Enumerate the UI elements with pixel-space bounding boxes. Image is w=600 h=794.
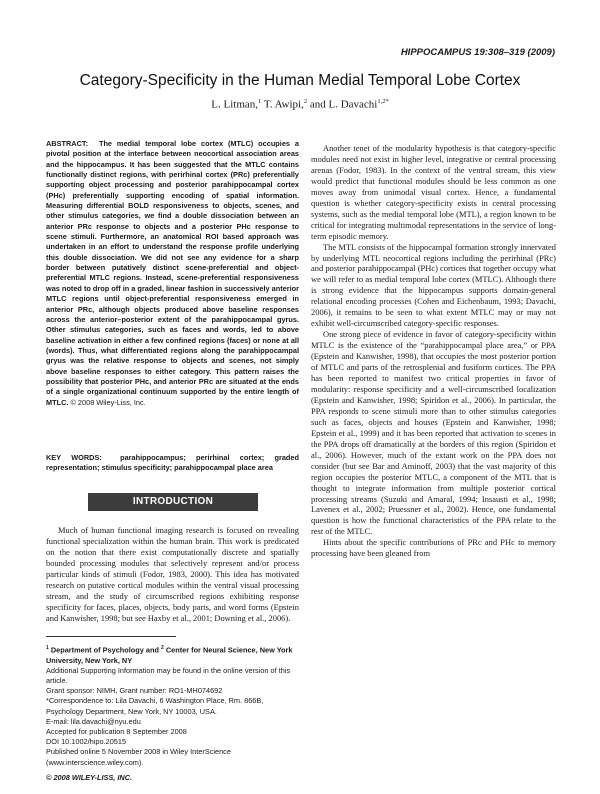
footnote-supporting-info: Additional Supporting Information may be found in the online version of this article. xyxy=(46,665,291,686)
affiliation-text: Department of Psychology and xyxy=(48,645,161,655)
body-paragraph: The MTL consists of the hippocampal formation strongly innervated by underlying MTL neocortical regions including the perirhinal (PRc) and posterior parahippocampal (PHc) cortices that together occupy what we will refer to as medial temporal lobe cortex (MTLC). Although there is strong evidence that the hippocampus supports domain-general relational encoding processes (Cohen and Eichenbaum, 1993; Davachi, 2006), it remains to be seen to what extent MTLC may or may not exhibit well-circumscribed category-specific responses. xyxy=(311,241,556,329)
body-paragraph: One strong piece of evidence in favor of category-specificity within MTLC is the existence of the “parahippocampal place area,” or PPA (Epstein and Kanwisher, 1998), that occupies the most posterior portion of MTLC and parts of the retrosplenial and fusiform cortices. The PPA has been reported to manifest two critical properties in favor of modularity: response specificity and a well-circumscribed localization (Epstein and Kanwisher, 1998; Spiridon et al., 2006). In particular, the PPA responds to scene stimuli more than to other stimulus categories such as faces, objects and houses (Epstein and Kanwisher, 1998; Epstein et al., 1999) and it has been reported that activation to scenes in the PPA drops off dramatically at the borders of this region (Spiridon et al., 2006). However, much of the extant work on the PPA does not consider (but see Bar and Aminoff, 2003) that the vast majority of this region occupies the posterior MTLC, a component of the MTL that is thought to integrate information from multiple posterior cortical processing streams (Suzuki and Amaral, 1994; Insausti et al., 1998; Lavenex et al., 2002; Pruessner et al., 2002). Hence, one fundamental question is how the functional characteristics of the PPA relate to the rest of the MTLC. xyxy=(311,329,556,537)
footnote-doi: DOI 10.1002/hipo.20515 xyxy=(46,737,127,747)
footnote-published: Published online 5 November 2008 in Wiley InterScience (www.interscience.wiley.com). xyxy=(46,747,231,767)
keywords xyxy=(46,453,299,474)
copyright-footer: © 2008 WILEY-LISS, INC. xyxy=(46,773,133,782)
abstract-text: The medial temporal lobe cortex (MTLC) occupies a pivotal position at the interface between neocortical association areas and the hippocampus. It has been suggested that the MTLC contains functionally distinct regions, with perirhinal cortex (PRc) preferentially supporting object processing and posterior parahippocampal cortex (PHc) preferentially supporting encoding of spatial information. Measuring differential BOLD responsiveness to objects, scenes, and other stimulus categories, we find a double dissociation between an anterior PRc response to objects and a posterior PHc response to scene stimuli. Furthermore, an anatomical ROI based approach was undertaken in an effort to understand the response profile underlying this double dissociation. We did not see any evidence for a sharp border between putatively distinct scene-preferential and object-preferential MTLC regions. Instead, scene-preferential responsiveness was noted to drop off in a graded, linear fashion in successively anterior MTLC regions until object-preferential responsiveness emerged in anterior PRc, although objects produced above baseline responses across the anterior–posterior extent of the parahippocampal gyrus. Other stimulus categories, such as faces and words, led to above baseline activation in either a few confined regions (faces) or none at all (words). Thus, what differentiated regions along the parahippocampal gryus was the relative response to objects and scenes, not simply above baseline responses to either category. This pattern raises the possibility that posterior PHc, and anterior PRc are situated at the ends of a single organizational continuum supported by the entire length of MTLC. xyxy=(46,139,300,407)
footnotes xyxy=(46,643,299,768)
author-affiliation-mark: 1,2* xyxy=(377,98,389,105)
keywords-text: parahippocampus; perirhinal cortex; graded representation; stimulus specificity; parahippocampal place area xyxy=(46,453,299,473)
article-title: Category-Specificity in the Human Medial Temporal Lobe Cortex xyxy=(79,72,521,89)
author-list xyxy=(0,98,600,111)
section-heading-introduction xyxy=(88,493,258,511)
body-paragraph: Hints about the specific contributions of PRc and PHc to memory processing have been gleaned from xyxy=(311,537,556,559)
affiliation-mark: 1 xyxy=(46,645,49,651)
introduction-paragraph: Much of human functional imaging research is focused on revealing functional specialization within the human brain. This work is predicated on the notion that there exist computationally discrete and spatially bounded processing modules that selectively represent and/or process particular kinds of stimuli (Fodor, 1983, 2000). This idea has motivated research on putative cortical modules within the ventral visual processing stream, and the study of circumscribed regions exhibiting response specificity for faces, places, objects, body parts, and word forms (Epstein and Kanwisher, 1998; but see Haxby et al., 2001; Downing et al., 2006). xyxy=(46,525,299,623)
footnote-grant: Grant sponsor: NIMH, Grant number: RO1-MH074692 xyxy=(46,686,223,696)
footnote-correspondence: *Correspondence to: Lila Davachi, 6 Washington Place, Rm. 866B, Psychology Department, New York, NY 10003, USA. xyxy=(46,696,264,716)
footnote-divider xyxy=(46,636,176,637)
abstract-copyright: © 2008 Wiley-Liss, Inc. xyxy=(70,397,146,407)
abstract-label: ABSTRACT: xyxy=(46,139,89,148)
journal-reference: HIPPOCAMPUS 19:308–319 (2009) xyxy=(400,47,555,58)
author-name: T. Awipi, xyxy=(261,98,304,111)
author-affiliation-mark: 1 xyxy=(258,98,262,105)
affiliation-text: Center for Neural Science, New York University, New York, NY xyxy=(46,645,293,665)
abstract xyxy=(46,139,299,408)
author-name: and L. Davachi xyxy=(307,98,378,111)
author-name: L. Litman, xyxy=(211,98,259,111)
footnote-affiliation xyxy=(46,643,299,666)
footnote-accepted: Accepted for publication 8 September 2008 xyxy=(46,727,187,737)
section-heading-label: INTRODUCTION xyxy=(132,496,214,507)
author-affiliation-mark: 2 xyxy=(303,98,308,105)
body-paragraph: Another tenet of the modularity hypothesis is that category-specific modules need not exist in higher level, integrative or central processing arenas (Fodor, 1983). In the context of the ventral stream, this view would predict that functional modules should be less common as one moves away from unimodal visual cortex. Hence, a fundamental question is whether category-specificity exists in central processing systems, such as the medial temporal lobe (MTL), a region known to be critical for integrating multimodal representations in the service of long-term episodic memory. xyxy=(311,143,556,241)
right-column xyxy=(311,143,556,559)
keywords-label: KEY WORDS: xyxy=(46,453,102,462)
affiliation-mark: 2 xyxy=(161,645,164,651)
footnote-email: E-mail: lila.davachi@nyu.edu xyxy=(46,716,141,726)
